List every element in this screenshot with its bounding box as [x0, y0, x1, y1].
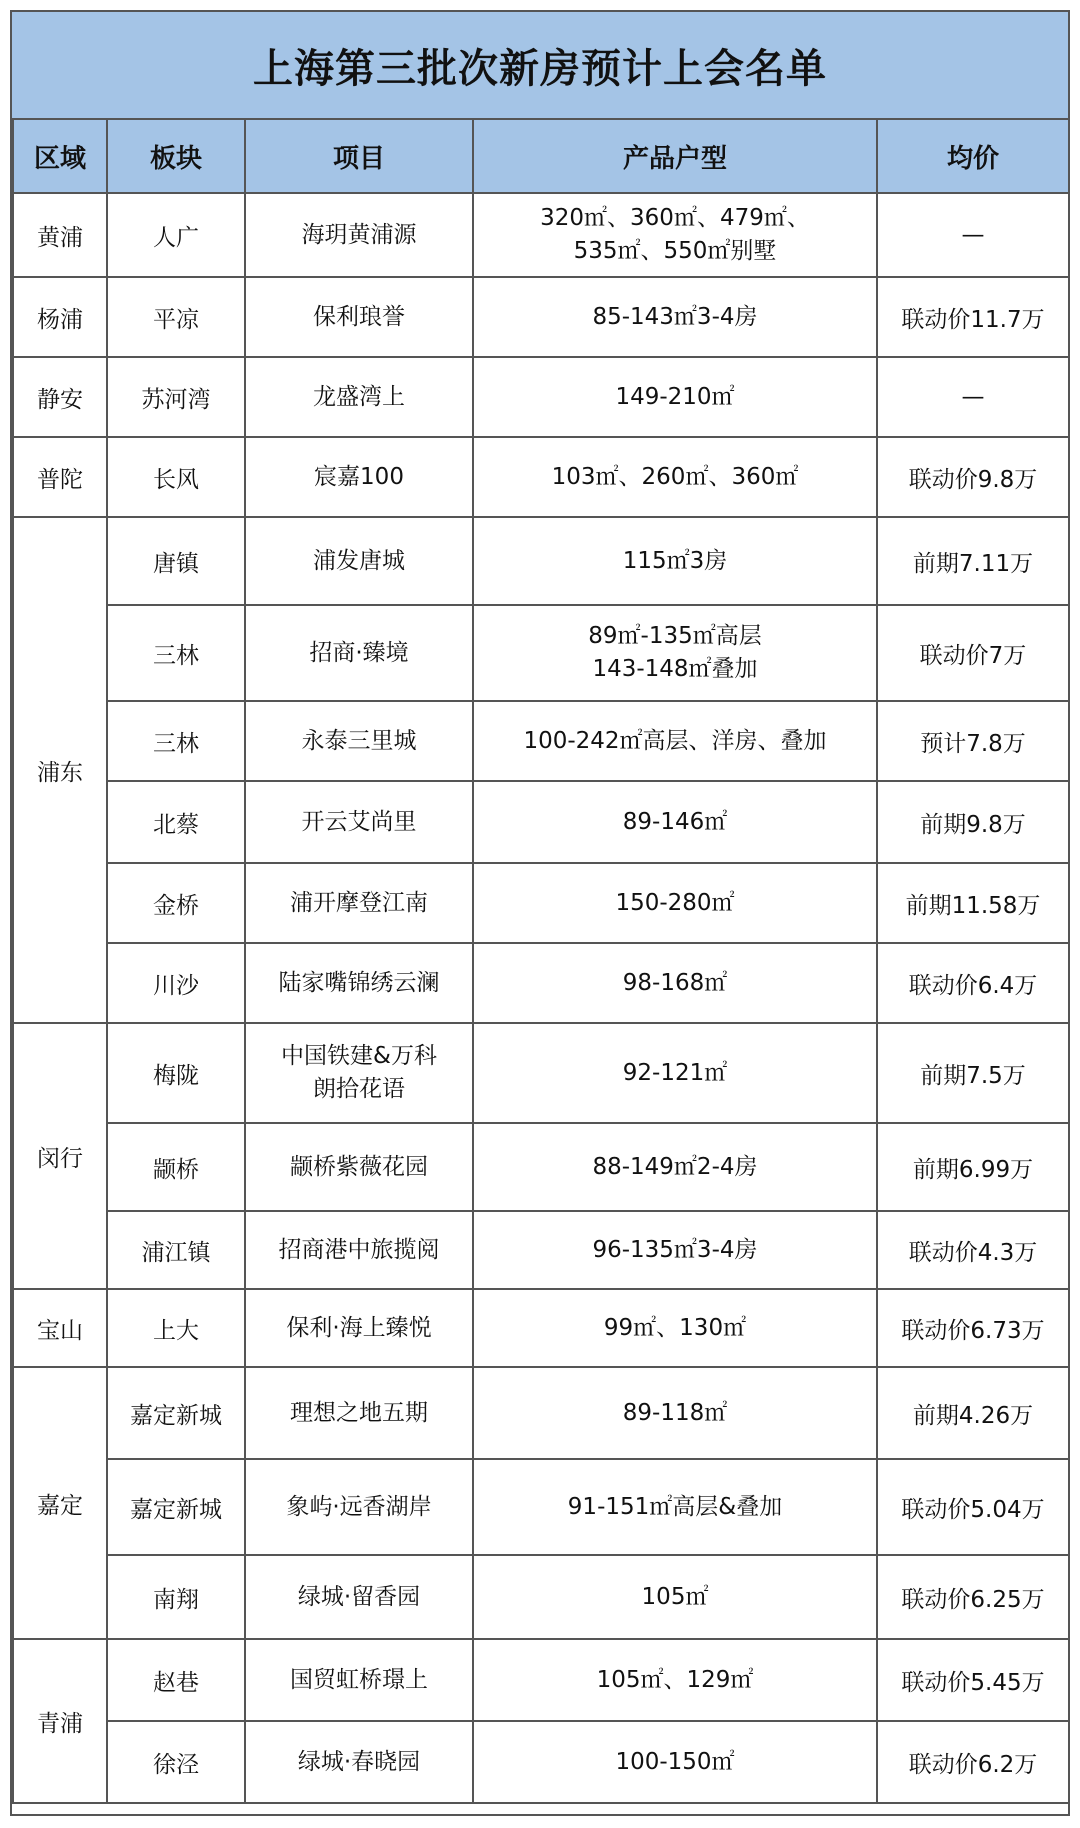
- area-cell: 人广: [107, 193, 245, 277]
- table-row: [13, 1289, 1069, 1367]
- area-cell: 颛桥: [107, 1123, 245, 1211]
- price-cell: 联动价6.2万: [877, 1721, 1069, 1803]
- area-cell: 长风: [107, 437, 245, 517]
- header-area: 板块: [107, 119, 245, 193]
- district-cell: 闵行: [13, 1023, 107, 1289]
- layout-line: 535㎡、550㎡别墅: [573, 238, 777, 264]
- area-cell: 金桥: [107, 863, 245, 943]
- layout-line: 92-121㎡: [622, 1059, 728, 1086]
- table-row: [13, 781, 1069, 863]
- project-cell: [245, 1639, 473, 1721]
- project-cell: [245, 517, 473, 605]
- layout-cell: [473, 1123, 877, 1211]
- layout-line: 105㎡: [641, 1583, 709, 1610]
- area-cell: 唐镇: [107, 517, 245, 605]
- table-row: [13, 1123, 1069, 1211]
- project-line: 开云艾尚里: [301, 808, 417, 835]
- project-cell: [245, 781, 473, 863]
- project-line: 浦开摩登江南: [290, 889, 428, 916]
- table-body: [13, 193, 1069, 1803]
- table-row: [13, 357, 1069, 437]
- layout-cell: [473, 781, 877, 863]
- layout-line: 91-151㎡高层&叠加: [567, 1493, 783, 1520]
- project-cell: [245, 1721, 473, 1803]
- header-layout: 产品户型: [473, 119, 877, 193]
- price-cell: 联动价9.8万: [877, 437, 1069, 517]
- layout-line: 320㎡、360㎡、479㎡、: [540, 205, 810, 231]
- area-cell: 嘉定新城: [107, 1459, 245, 1555]
- area-cell: 北蔡: [107, 781, 245, 863]
- project-line: 理想之地五期: [290, 1399, 428, 1426]
- project-cell: [245, 701, 473, 781]
- price-cell: 联动价4.3万: [877, 1211, 1069, 1289]
- project-cell: [245, 193, 473, 277]
- price-cell: 前期7.11万: [877, 517, 1069, 605]
- layout-line: 96-135㎡3-4房: [592, 1236, 758, 1263]
- table-row: [13, 1367, 1069, 1459]
- price-cell: 前期9.8万: [877, 781, 1069, 863]
- area-cell: 三林: [107, 605, 245, 701]
- price-cell: 联动价6.25万: [877, 1555, 1069, 1639]
- table-row: [13, 605, 1069, 701]
- layout-line: 105㎡、129㎡: [596, 1666, 754, 1693]
- table-header-row: [13, 119, 1069, 193]
- district-cell: 杨浦: [13, 277, 107, 357]
- layout-cell: [473, 357, 877, 437]
- price-cell: —: [877, 193, 1069, 277]
- price-cell: 联动价5.45万: [877, 1639, 1069, 1721]
- layout-cell: [473, 437, 877, 517]
- layout-cell: [473, 1211, 877, 1289]
- area-cell: 上大: [107, 1289, 245, 1367]
- header-district: 区域: [13, 119, 107, 193]
- project-line: 国贸虹桥璟上: [290, 1666, 428, 1693]
- table-row: [13, 863, 1069, 943]
- layout-cell: [473, 701, 877, 781]
- price-cell: 联动价7万: [877, 605, 1069, 701]
- layout-line: 100-242㎡高层、洋房、叠加: [523, 727, 827, 754]
- layout-line: 149-210㎡: [615, 383, 735, 410]
- district-cell: 宝山: [13, 1289, 107, 1367]
- table-row: [13, 1721, 1069, 1803]
- layout-line: 103㎡、260㎡、360㎡: [551, 463, 799, 490]
- project-line: 招商·臻境: [309, 639, 409, 666]
- project-line: 保利琅誉: [313, 303, 405, 330]
- district-cell: 嘉定: [13, 1367, 107, 1639]
- project-cell: [245, 1459, 473, 1555]
- price-cell: 联动价5.04万: [877, 1459, 1069, 1555]
- layout-cell: [473, 1639, 877, 1721]
- area-cell: 平凉: [107, 277, 245, 357]
- project-cell: [245, 277, 473, 357]
- price-cell: 前期4.26万: [877, 1367, 1069, 1459]
- price-cell: 前期11.58万: [877, 863, 1069, 943]
- layout-line: 150-280㎡: [615, 889, 735, 916]
- table-row: [13, 1459, 1069, 1555]
- layout-line: 100-150㎡: [615, 1748, 735, 1775]
- layout-cell: [473, 1721, 877, 1803]
- price-cell: —: [877, 357, 1069, 437]
- table-row: [13, 1639, 1069, 1721]
- layout-cell: [473, 605, 877, 701]
- layout-cell: [473, 193, 877, 277]
- layout-line: 89㎡-135㎡高层: [588, 623, 762, 649]
- project-line: 朗拾花语: [313, 1076, 405, 1102]
- layout-cell: [473, 1555, 877, 1639]
- price-cell: 前期7.5万: [877, 1023, 1069, 1123]
- layout-cell: [473, 863, 877, 943]
- project-cell: [245, 1023, 473, 1123]
- project-line: 龙盛湾上: [313, 383, 405, 410]
- district-cell: 浦东: [13, 517, 107, 1023]
- table-row: [13, 437, 1069, 517]
- project-line: 海玥黄浦源: [301, 221, 417, 248]
- header-project: 项目: [245, 119, 473, 193]
- layout-line: 99㎡、130㎡: [603, 1314, 747, 1341]
- project-cell: [245, 605, 473, 701]
- area-cell: 浦江镇: [107, 1211, 245, 1289]
- table-row: [13, 517, 1069, 605]
- layout-line: 89-118㎡: [622, 1399, 728, 1426]
- layout-cell: [473, 517, 877, 605]
- project-cell: [245, 1367, 473, 1459]
- area-cell: 徐泾: [107, 1721, 245, 1803]
- district-cell: 普陀: [13, 437, 107, 517]
- project-line: 陆家嘴锦绣云澜: [278, 969, 440, 996]
- table-row: [13, 943, 1069, 1023]
- header-price: 均价: [877, 119, 1069, 193]
- price-cell: 联动价11.7万: [877, 277, 1069, 357]
- layout-cell: [473, 943, 877, 1023]
- price-cell: 联动价6.73万: [877, 1289, 1069, 1367]
- table-row: [13, 701, 1069, 781]
- table-row: [13, 1555, 1069, 1639]
- project-cell: [245, 1555, 473, 1639]
- price-cell: 联动价6.4万: [877, 943, 1069, 1023]
- district-cell: 黄浦: [13, 193, 107, 277]
- district-cell: 青浦: [13, 1639, 107, 1803]
- area-cell: 川沙: [107, 943, 245, 1023]
- project-cell: [245, 357, 473, 437]
- layout-cell: [473, 277, 877, 357]
- layout-line: 115㎡3房: [622, 547, 728, 574]
- project-line: 宸嘉100: [314, 463, 404, 490]
- page-title: 上海第三批次新房预计上会名单: [12, 12, 1068, 120]
- project-line: 中国铁建&万科: [281, 1043, 437, 1069]
- table-row: [13, 1023, 1069, 1123]
- project-line: 绿城·留香园: [297, 1583, 421, 1610]
- project-line: 保利·海上臻悦: [286, 1314, 432, 1341]
- area-cell: 苏河湾: [107, 357, 245, 437]
- listing-table: [12, 118, 1070, 1804]
- table-row: [13, 193, 1069, 277]
- layout-cell: [473, 1023, 877, 1123]
- layout-line: 88-149㎡2-4房: [592, 1153, 758, 1180]
- area-cell: 南翔: [107, 1555, 245, 1639]
- listing-sheet: [10, 10, 1070, 1816]
- layout-cell: [473, 1459, 877, 1555]
- project-cell: [245, 1123, 473, 1211]
- project-line: 绿城·春晓园: [297, 1748, 421, 1775]
- area-cell: 嘉定新城: [107, 1367, 245, 1459]
- layout-cell: [473, 1367, 877, 1459]
- table-row: [13, 1211, 1069, 1289]
- area-cell: 赵巷: [107, 1639, 245, 1721]
- project-line: 浦发唐城: [313, 547, 405, 574]
- table-row: [13, 277, 1069, 357]
- project-cell: [245, 437, 473, 517]
- project-line: 颛桥紫薇花园: [290, 1153, 428, 1180]
- project-cell: [245, 1211, 473, 1289]
- layout-line: 98-168㎡: [622, 969, 728, 996]
- layout-line: 89-146㎡: [622, 808, 728, 835]
- project-line: 象屿·远香湖岸: [286, 1493, 432, 1520]
- district-cell: 静安: [13, 357, 107, 437]
- price-cell: 前期6.99万: [877, 1123, 1069, 1211]
- project-line: 永泰三里城: [301, 727, 417, 754]
- project-line: 招商港中旅揽阅: [278, 1236, 440, 1263]
- project-cell: [245, 943, 473, 1023]
- layout-line: 85-143㎡3-4房: [592, 303, 758, 330]
- price-cell: 预计7.8万: [877, 701, 1069, 781]
- layout-cell: [473, 1289, 877, 1367]
- project-cell: [245, 863, 473, 943]
- project-cell: [245, 1289, 473, 1367]
- area-cell: 梅陇: [107, 1023, 245, 1123]
- layout-line: 143-148㎡叠加: [592, 656, 758, 682]
- area-cell: 三林: [107, 701, 245, 781]
